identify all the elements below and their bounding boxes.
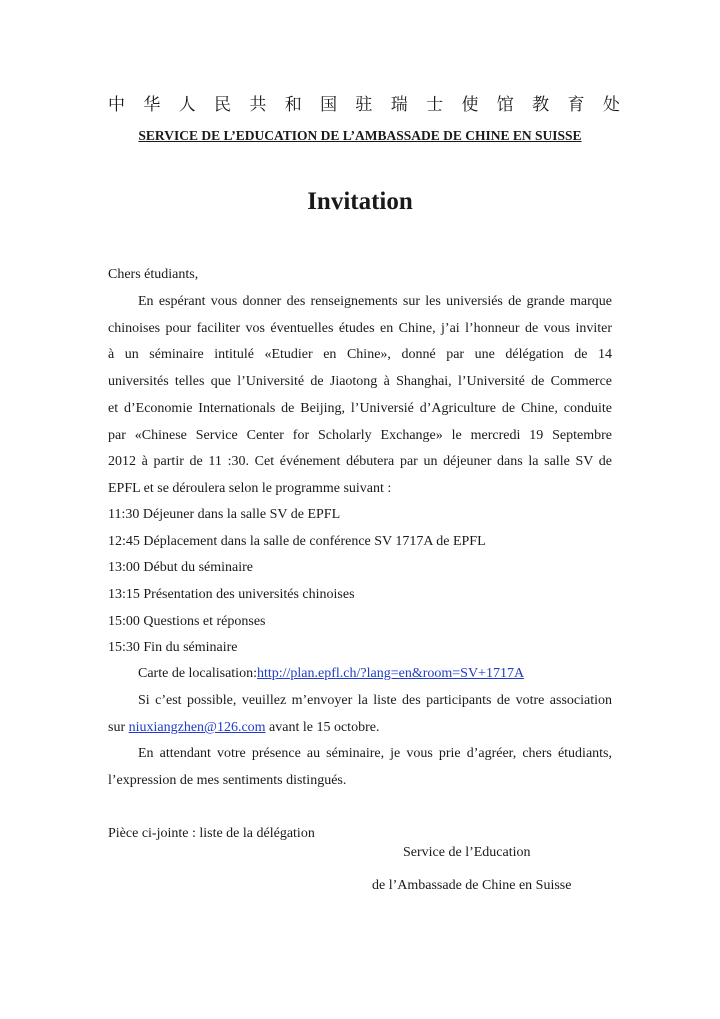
- schedule-item: 15:00 Questions et réponses: [108, 614, 266, 629]
- chinese-char: 教: [532, 95, 550, 115]
- chinese-char: 华: [143, 95, 161, 115]
- paragraph-line: et d’Economie Internationals de Beijing, l’Universié d’Agriculture de Chine, conduite: [108, 401, 612, 416]
- map-label: Carte de localisation:: [138, 666, 257, 681]
- map-link[interactable]: http://plan.epfl.ch/?lang=en&room=SV+1717A: [256, 666, 525, 681]
- map-line: [138, 665, 524, 683]
- closing-line: l’expression de mes sentiments distingués.: [108, 773, 347, 788]
- greeting: Chers étudiants,: [108, 267, 199, 282]
- chinese-char: 共: [249, 95, 267, 115]
- schedule-item: 11:30 Déjeuner dans la salle SV de EPFL: [108, 507, 341, 522]
- paragraph-line: En espérant vous donner des renseignements sur les universiés de grande marque: [138, 294, 612, 309]
- chinese-char: 瑞: [390, 95, 408, 115]
- chinese-char: 士: [426, 95, 444, 115]
- signature-line: Service de l’Education: [403, 845, 531, 860]
- chinese-char: 处: [602, 95, 620, 115]
- schedule-item: 15:30 Fin du séminaire: [108, 640, 238, 655]
- chinese-char: 国: [320, 95, 338, 115]
- signature-line: de l’Ambassade de Chine en Suisse: [372, 878, 572, 893]
- chinese-char: 驻: [355, 95, 373, 115]
- paragraph-line: 2012 à partir de 11 :30. Cet événement débutera par un déjeuner dans la salle SV de: [108, 454, 612, 469]
- chinese-char: 和: [284, 95, 302, 115]
- email-suffix: avant le 15 octobre.: [265, 720, 380, 735]
- paragraph-line: à un séminaire intitulé «Etudier en Chine», donné par une délégation de 14: [108, 347, 612, 362]
- schedule-item: 13:15 Présentation des universités chinoises: [108, 587, 355, 602]
- participants-line: Si c’est possible, veuillez m’envoyer la liste des participants de votre association: [138, 693, 612, 708]
- schedule-item: 12:45 Déplacement dans la salle de conférence SV 1717A de EPFL: [108, 534, 486, 549]
- chinese-char: 中: [108, 95, 125, 115]
- chinese-char: 人: [178, 95, 196, 115]
- chinese-char: 育: [567, 95, 585, 115]
- attachment-note: Pièce ci-jointe : liste de la délégation: [108, 826, 315, 841]
- chinese-char: 使: [461, 95, 479, 115]
- paragraph-line: universités telles que l’Université de Jiaotong à Shanghai, l’Université de Commerce: [108, 374, 612, 389]
- participants-email-line: [108, 719, 379, 737]
- closing-line: En attendant votre présence au séminaire, je vous prie d’agréer, chers étudiants,: [138, 746, 612, 761]
- chinese-char: 馆: [496, 95, 514, 115]
- email-prefix: sur: [108, 720, 129, 735]
- page-title: Invitation: [307, 188, 413, 215]
- paragraph-line: EPFL et se déroulera selon le programme suivant :: [108, 481, 392, 496]
- chinese-heading: [108, 94, 620, 116]
- chinese-char: 民: [214, 95, 232, 115]
- email-link[interactable]: niuxiangzhen@126.com: [128, 720, 266, 735]
- schedule-item: 13:00 Début du séminaire: [108, 560, 254, 575]
- french-heading: SERVICE DE L’EDUCATION DE L’AMBASSADE DE CHINE EN SUISSE: [138, 128, 582, 143]
- paragraph-line: par «Chinese Service Center for Scholarly Exchange» le mercredi 19 Septembre: [108, 428, 612, 443]
- paragraph-line: chinoises pour faciliter vos éventuelles études en Chine, j’ai l’honneur de vous inviter: [108, 321, 612, 336]
